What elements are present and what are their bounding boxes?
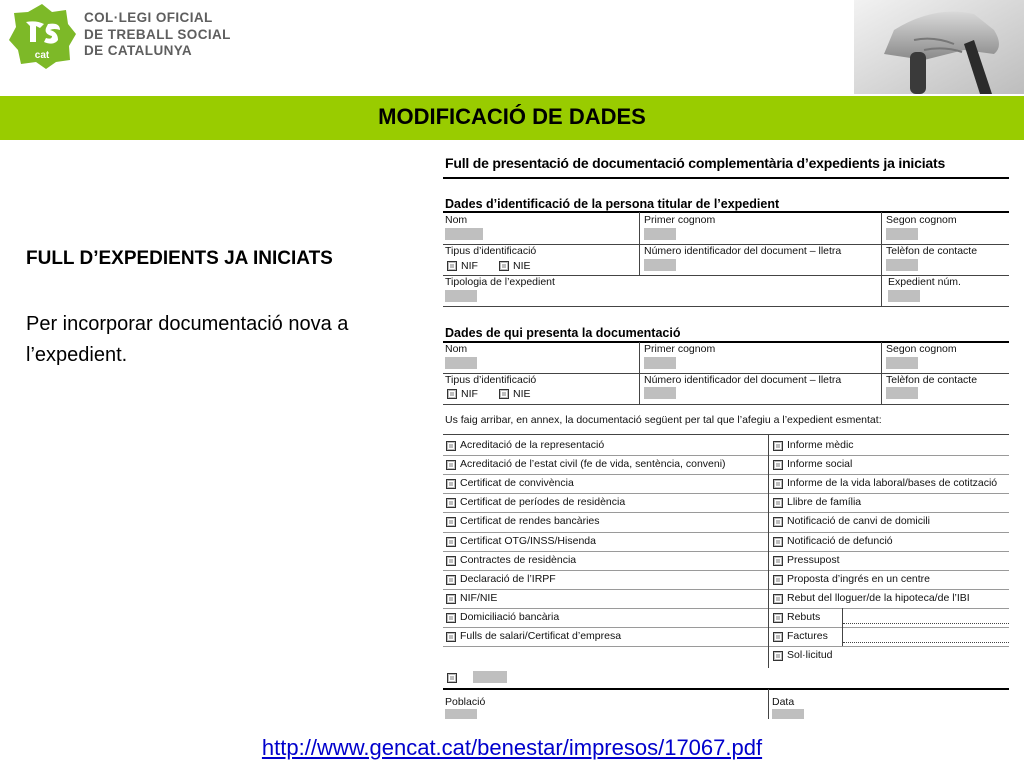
- label-nif: NIF: [461, 260, 478, 272]
- document-label: Certificat de períodes de residència: [460, 496, 626, 508]
- field-telefon-2[interactable]: [886, 387, 918, 399]
- field-numero[interactable]: [644, 259, 676, 271]
- label-numero-2: Número identificador del document – lletra: [644, 374, 842, 386]
- row-divider: [443, 627, 1009, 628]
- form-pdf-link[interactable]: http://www.gencat.cat/benestar/impresos/17067.pdf: [261, 735, 763, 760]
- field-expedient[interactable]: [888, 290, 920, 302]
- document-checkbox[interactable]: [773, 441, 783, 451]
- document-label: Notificació de canvi de domicili: [787, 515, 930, 527]
- document-label: Informe de la vida laboral/bases de cotització: [787, 477, 998, 489]
- label-segon-cognom-2: Segon cognom: [886, 343, 957, 355]
- document-checkbox[interactable]: [773, 517, 783, 527]
- document-checkbox[interactable]: [446, 517, 456, 527]
- form-heading: FULL D’EXPEDIENTS JA INICIATS: [26, 248, 333, 269]
- label-nie-2: NIE: [513, 388, 531, 400]
- field-primer-cognom[interactable]: [644, 228, 676, 240]
- document-checkbox[interactable]: [773, 594, 783, 604]
- divider: [443, 211, 1009, 213]
- document-checkbox[interactable]: [446, 632, 456, 642]
- document-checkbox[interactable]: [773, 556, 783, 566]
- document-checkbox[interactable]: [773, 537, 783, 547]
- org-line-2: DE TREBALL SOCIAL: [84, 26, 231, 42]
- document-checkbox[interactable]: [773, 613, 783, 623]
- label-tipologia: Tipologia de l’expedient: [445, 276, 555, 288]
- divider: [639, 342, 640, 404]
- row-divider: [443, 455, 1009, 456]
- document-checkbox[interactable]: [446, 556, 456, 566]
- document-label: Declaració de l’IRPF: [460, 573, 556, 585]
- checkbox-other[interactable]: [447, 673, 457, 683]
- label-nom: Nom: [445, 214, 468, 226]
- field-telefon[interactable]: [886, 259, 918, 271]
- divider: [768, 689, 769, 719]
- label-primer-cognom: Primer cognom: [644, 214, 716, 226]
- document-checkbox[interactable]: [773, 460, 783, 470]
- document-checkbox[interactable]: [446, 537, 456, 547]
- document-checkbox[interactable]: [773, 651, 783, 661]
- row-divider: [443, 474, 1009, 475]
- page-title: MODIFICACIÓ DE DADES: [378, 104, 646, 129]
- label-nif-2: NIF: [461, 388, 478, 400]
- row-divider: [443, 608, 1009, 609]
- divider: [443, 434, 1009, 435]
- label-data: Data: [772, 696, 795, 708]
- document-label: Pressupost: [787, 554, 840, 566]
- document-checkbox[interactable]: [446, 575, 456, 585]
- document-label: Certificat de convivència: [460, 477, 574, 489]
- form-preview: [443, 153, 1009, 719]
- field-primer-cognom-2[interactable]: [644, 357, 676, 369]
- document-checkbox[interactable]: [446, 498, 456, 508]
- section-presenter-title: Dades de qui presenta la documentació: [445, 326, 681, 340]
- document-label: Factures: [787, 630, 828, 642]
- document-label: Acreditació de l’estat civil (fe de vida, sentència, conveni): [460, 458, 726, 470]
- label-segon-cognom: Segon cognom: [886, 214, 957, 226]
- logo-text: cat: [34, 50, 50, 61]
- label-nom-2: Nom: [445, 343, 468, 355]
- label-expedient: Expedient núm.: [888, 276, 961, 288]
- title-banner: [0, 96, 1024, 140]
- label-poblacio: Població: [445, 696, 486, 708]
- document-checkbox[interactable]: [773, 632, 783, 642]
- divider: [842, 608, 843, 646]
- fill-line: [843, 642, 1009, 643]
- divider: [443, 404, 1009, 405]
- field-nom-2[interactable]: [445, 357, 477, 369]
- row-divider: [443, 512, 1009, 513]
- document-label: Contractes de residència: [460, 554, 577, 566]
- row-divider: [443, 532, 1009, 533]
- document-label: Llibre de família: [787, 496, 862, 508]
- divider: [443, 306, 1009, 307]
- document-label: Sol·licitud: [787, 649, 833, 661]
- label-nie: NIE: [513, 260, 531, 272]
- document-label: NIF/NIE: [460, 592, 498, 604]
- row-divider: [443, 493, 1009, 494]
- field-poblacio[interactable]: [445, 709, 477, 719]
- document-label: Fulls de salari/Certificat d’empresa: [460, 630, 622, 642]
- document-label: Informe social: [787, 458, 853, 470]
- document-label: Informe mèdic: [787, 439, 854, 451]
- org-line-1: COL·LEGI OFICIAL: [84, 10, 213, 25]
- fill-line: [843, 623, 1009, 624]
- label-tipus-2: Tipus d’identificació: [445, 374, 537, 386]
- divider: [881, 342, 882, 404]
- document-label: Domiciliació bancària: [460, 611, 560, 623]
- document-label: Acreditació de la representació: [460, 439, 605, 451]
- org-line-3: DE CATALUNYA: [84, 43, 193, 58]
- college-logo: [6, 2, 78, 70]
- document-checkbox[interactable]: [773, 479, 783, 489]
- form-title: Full de presentació de documentació complementària d’expedients ja iniciats: [445, 155, 946, 171]
- row-divider: [443, 570, 1009, 571]
- row-divider: [443, 589, 1009, 590]
- document-label: Proposta d’ingrés en un centre: [787, 573, 931, 585]
- document-checkbox[interactable]: [446, 460, 456, 470]
- checkbox-nif[interactable]: [447, 261, 457, 271]
- document-checkbox[interactable]: [773, 575, 783, 585]
- divider: [443, 177, 1009, 179]
- field-segon-cognom-2[interactable]: [886, 357, 918, 369]
- document-label: Certificat OTG/INSS/Hisenda: [460, 535, 596, 547]
- field-other[interactable]: [473, 671, 507, 683]
- document-checkbox[interactable]: [446, 613, 456, 623]
- org-name: [84, 10, 231, 60]
- label-numero: Número identificador del document – lletra: [644, 245, 842, 257]
- checkbox-nif-2[interactable]: [447, 389, 457, 399]
- label-primer-cognom-2: Primer cognom: [644, 343, 716, 355]
- form-description: Per incorporar documentació nova a l’expedient.: [26, 313, 349, 366]
- hand-cane-photo: [854, 0, 1024, 94]
- checkbox-nie-2[interactable]: [499, 389, 509, 399]
- field-nom[interactable]: [445, 228, 483, 240]
- document-checkbox[interactable]: [446, 441, 456, 451]
- document-label: Notificació de defunció: [787, 535, 893, 547]
- section-holder-title: Dades d’identificació de la persona titular de l’expedient: [445, 197, 780, 211]
- label-telefon: Telèfon de contacte: [886, 245, 978, 257]
- label-tipus: Tipus d’identificació: [445, 245, 537, 257]
- divider: [881, 212, 882, 306]
- document-checkbox[interactable]: [773, 498, 783, 508]
- checkbox-nie[interactable]: [499, 261, 509, 271]
- documents-intro: Us faig arribar, en annex, la documentació següent per tal que l’afegiu a l’expedient esmentat:: [445, 414, 882, 426]
- document-checkbox[interactable]: [446, 479, 456, 489]
- divider: [639, 212, 640, 275]
- field-segon-cognom[interactable]: [886, 228, 918, 240]
- document-checkbox[interactable]: [446, 594, 456, 604]
- document-label: Certificat de rendes bancàries: [460, 515, 600, 527]
- field-tipologia[interactable]: [445, 290, 477, 302]
- row-divider: [443, 551, 1009, 552]
- label-telefon-2: Telèfon de contacte: [886, 374, 978, 386]
- document-label: Rebuts: [787, 611, 821, 623]
- divider: [443, 688, 1009, 690]
- document-label: Rebut del lloguer/de la hipoteca/de l’IBI: [787, 592, 970, 604]
- divider: [768, 434, 769, 668]
- field-data[interactable]: [772, 709, 804, 719]
- field-numero-2[interactable]: [644, 387, 676, 399]
- row-divider: [443, 646, 1009, 647]
